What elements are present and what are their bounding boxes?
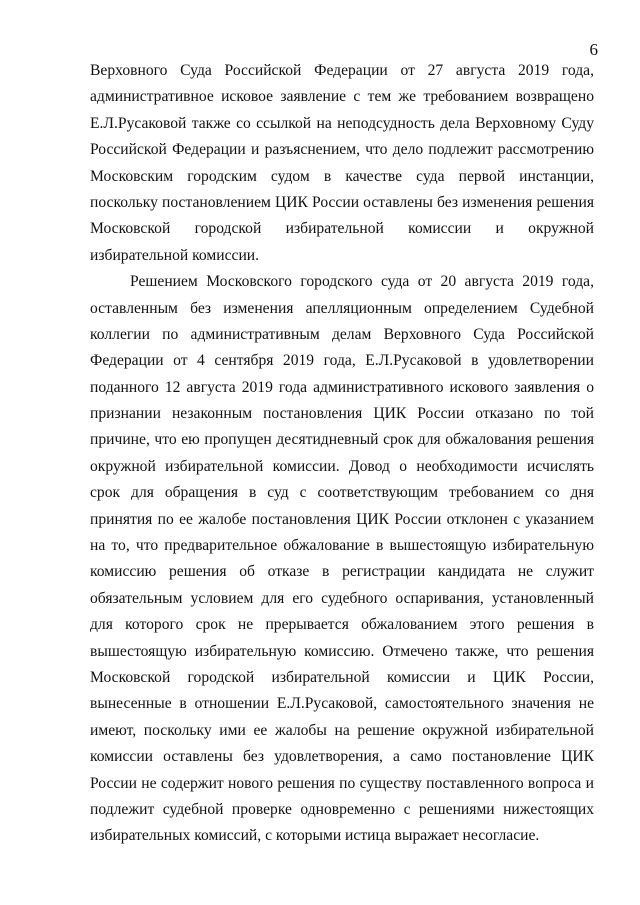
text-line: комиссии оставлены без удовлетворения, а само постановление ЦИК	[90, 748, 594, 766]
text-line: срок для обращения в суд с соответствующим требованием со дня	[90, 484, 594, 502]
text-line: поскольку постановлением ЦИК России оставлены без изменения решения	[90, 193, 594, 211]
text-line: Федерации от 4 сентября 2019 года, Е.Л.Русаковой в удовлетворении	[90, 352, 594, 370]
text-line: Российской Федерации и разъяснением, что дело подлежит рассмотрению	[90, 141, 594, 159]
page-number: 6	[589, 40, 598, 59]
paragraph-2	[90, 269, 594, 850]
text-line: России не содержит нового решения по существу поставленного вопроса и	[90, 774, 594, 792]
text-line: Московской городской избирательной комиссии и окружной	[90, 220, 594, 238]
text-line: для которого срок не прерывается обжалованием этого решения в	[90, 616, 594, 634]
text-line: обязательным условием для его судебного оспаривания, установленный	[90, 589, 594, 607]
text-line: Решением Московского городского суда от 20 августа 2019 года,	[130, 273, 594, 291]
text-line: принятия по ее жалобе постановления ЦИК России отклонен с указанием	[90, 510, 594, 528]
text-line: имеют, поскольку ими ее жалобы на решение окружной избирательной	[90, 721, 594, 739]
text-line: административное исковое заявление с тем же требованием возвращено	[90, 88, 594, 106]
text-line: на то, что предварительное обжалование в вышестоящую избирательную	[90, 537, 594, 555]
text-line: вынесенные в отношении Е.Л.Русаковой, самостоятельного значения не	[90, 695, 594, 713]
text-line: причине, что ею пропущен десятидневный срок для обжалования решения	[90, 431, 594, 449]
document-body	[90, 58, 594, 850]
text-line: комиссию решения об отказе в регистрации кандидата не служит	[90, 563, 594, 581]
paragraph-1	[90, 58, 594, 269]
text-line: оставленным без изменения апелляционным определением Судебной	[90, 299, 594, 317]
text-line: признании незаконным постановления ЦИК России отказано по той	[90, 405, 594, 423]
text-line: избирательных комиссий, с которыми истица выражает несогласие.	[90, 827, 540, 845]
text-line: Е.Л.Русаковой также со ссылкой на неподсудность дела Верховному Суду	[90, 114, 594, 132]
text-line: Московской городской избирательной комиссии и ЦИК России,	[90, 668, 594, 686]
text-line: вышестоящую избирательную комиссию. Отмечено также, что решения	[90, 642, 594, 660]
text-line: Московским городским судом в качестве суда первой инстанции,	[90, 167, 594, 185]
text-line: Верховного Суда Российской Федерации от 27 августа 2019 года,	[90, 62, 594, 79]
text-line: коллегии по административным делам Верховного Суда Российской	[90, 325, 594, 343]
text-line: подлежит судебной проверке одновременно с решениями нижестоящих	[90, 800, 594, 818]
text-line: окружной избирательной комиссии. Довод о необходимости исчислять	[90, 457, 594, 475]
text-line: избирательной комиссии.	[90, 246, 260, 264]
text-line: поданного 12 августа 2019 года административного искового заявления о	[90, 378, 594, 396]
